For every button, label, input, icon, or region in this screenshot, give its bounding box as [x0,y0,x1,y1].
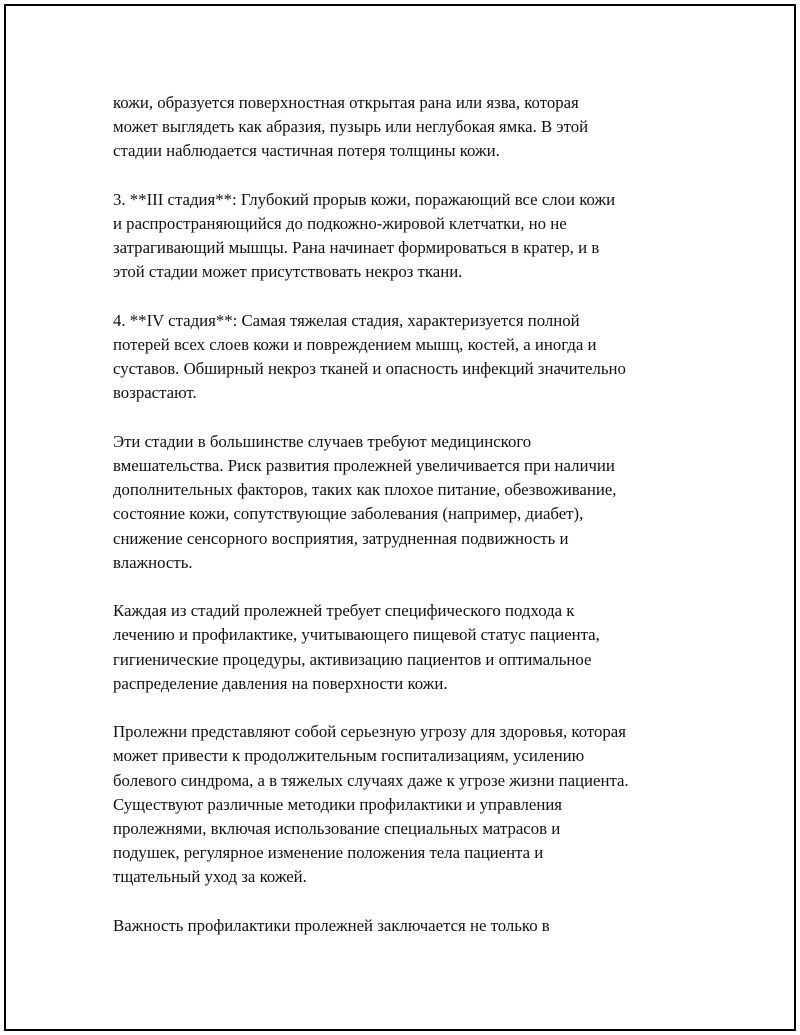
text-line: Эти стадии в большинстве случаев требуют медицинского [113,431,532,451]
text-line: гигиенические процедуры, активизацию пациентов и оптимальное [113,649,592,669]
text-line: влажность. [113,552,193,572]
paragraph [113,599,713,696]
text-line: 4. **IV стадия**: Самая тяжелая стадия, характеризуется полной [113,310,580,330]
paragraph [113,914,713,938]
text-line: может выглядеть как абразия, пузырь или неглубокая ямка. В этой [113,117,589,137]
text-line: Пролежни представляют собой серьезную угрозу для здоровья, которая [113,722,626,742]
text-line: этой стадии может присутствовать некроз ткани. [113,262,463,282]
text-line: и распространяющийся до подкожно-жировой клетчатки, но не [113,214,567,233]
text-line: потерей всех слоев кожи и повреждением мышц, костей, а иногда и [113,335,597,354]
text-line: возрастают. [113,383,197,403]
text-line: вмешательства. Риск развития пролежней увеличивается при наличии [113,456,615,475]
text-line: Существуют различные методики профилактики и управления [113,794,563,814]
text-line: дополнительных факторов, таких как плохое питание, обезвоживание, [113,480,617,500]
paragraph [113,430,713,575]
paragraph [113,91,713,164]
text-line: затрагивающий мышцы. Рана начинает формироваться в кратер, и в [113,238,600,258]
text-line: снижение сенсорного восприятия, затрудненная подвижность и [113,528,569,548]
paragraph-stage-4 [113,309,713,406]
text-line: лечению и профилактике, учитывающего пищевой статус пациента, [113,625,600,645]
text-line: кожи, образуется поверхностная открытая рана или язва, которая [113,93,579,112]
text-line: суставов. Обширный некроз тканей и опасность инфекций значительно [113,359,626,379]
paragraph [113,720,713,889]
text-line: болевого синдрома, а в тяжелых случаях даже к угрозе жизни пациента. [113,770,629,790]
text-line: 3. **III стадия**: Глубокий прорыв кожи, поражающий все слои кожи [113,189,616,209]
text-line: состояние кожи, сопутствующие заболевания (например, диабет), [113,504,584,524]
text-line: распределение давления на поверхности кожи. [113,673,448,693]
text-line: подушек, регулярное изменение положения тела пациента и [113,843,544,863]
text-line: стадии наблюдается частичная потеря толщины кожи. [113,141,500,161]
text-line: может привести к продолжительным госпитализациям, усилению [113,746,585,766]
text-line: Каждая из стадий пролежней требует специфического подхода к [113,601,575,621]
document-body [113,91,713,962]
text-line: Важность профилактики пролежней заключается не только в [113,915,550,935]
paragraph-stage-3 [113,188,713,285]
text-line: пролежнями, включая использование специальных матрасов и [113,819,561,839]
text-line: тщательный уход за кожей. [113,867,307,887]
